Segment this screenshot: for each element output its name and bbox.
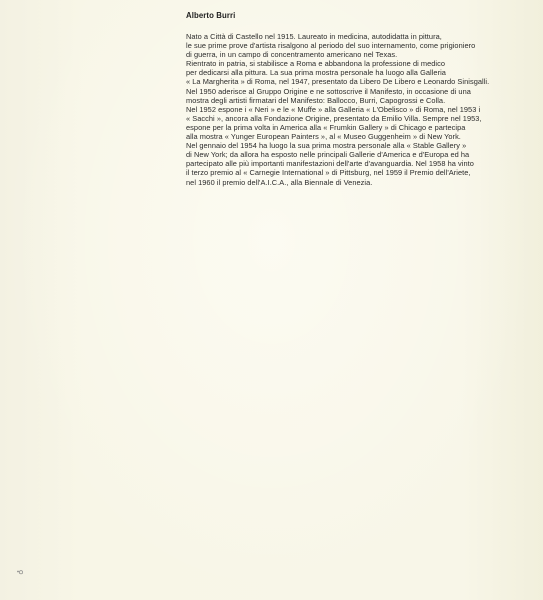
text-line: il terzo premio al « Carnegie International » di Pittsburg, nel 1959 il Premio dell'Ariete, <box>186 168 471 178</box>
text-line: Nel 1950 aderisce al Gruppo Origine e ne sottoscrive il Manifesto, in occasione di una <box>186 86 471 96</box>
text-line: espone per la prima volta in America alla « Frumkin Gallery » di Chicago e partecipa <box>186 122 466 132</box>
print-mark-icon <box>16 569 24 575</box>
text-line: di guerra, in un campo di concentramento americano nel Texas. <box>186 50 398 60</box>
text-line: mostra degli artisti firmatari del Manifesto: Ballocco, Burri, Capogrossi e Colla. <box>186 95 446 105</box>
text-line: per dedicarsi alla pittura. La sua prima mostra personale ha luogo alla Galleria <box>186 68 446 78</box>
text-line: Nel gennaio del 1954 ha luogo la sua prima mostra personale alla « Stable Gallery » <box>186 141 467 151</box>
text-line: le sue prime prove d'artista risalgono al periodo del suo internamento, come prigioniero <box>186 41 476 51</box>
text-line: Nato a Città di Castello nel 1915. Laureato in medicina, autodidatta in pittura, <box>186 32 442 41</box>
author-heading: Alberto Burri <box>186 11 236 20</box>
text-line: nel 1960 il premio dell'A.I.C.A., alla Biennale di Venezia. <box>186 177 373 187</box>
text-line: « Sacchi », ancora alla Fondazione Origine, presentato da Emilio Villa. Sempre nel 1953, <box>186 113 482 123</box>
text-line: Rientrato in patria, si stabilisce a Roma e abbandona la professione di medico <box>186 59 446 69</box>
biography-text <box>186 32 526 187</box>
text-line: Nel 1952 espone i « Neri » e le « Muffe » alla Galleria « L'Obelisco » di Roma, nel 1953 i <box>186 104 481 114</box>
text-line: alla mostra « Yunger European Painters », al « Museo Guggenheim » di New York. <box>186 132 461 142</box>
text-line: « La Margherita » di Roma, nel 1947, presentato da Libero De Libero e Leonardo Sinisgalli. <box>186 77 490 87</box>
text-line: partecipato alle più importanti manifestazioni dell'arte d'avanguardia. Nel 1958 ha vinto <box>186 159 474 169</box>
text-line: di New York; da allora ha esposto nelle principali Gallerie d'America e d'Europa ed ha <box>186 150 470 160</box>
